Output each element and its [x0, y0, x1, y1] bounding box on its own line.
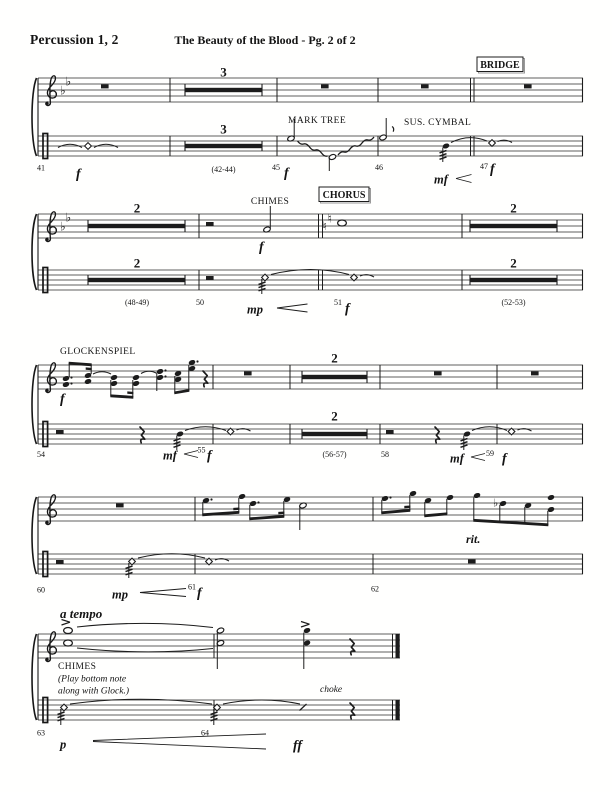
- svg-text:45: 45: [272, 163, 280, 172]
- final-barline: [396, 700, 400, 720]
- whole-rest: [244, 371, 252, 375]
- svg-text:47: 47: [480, 162, 488, 171]
- label-a-tempo: a tempo: [60, 606, 103, 621]
- svg-text:(48-49): (48-49): [125, 298, 149, 307]
- whole-rest: [421, 84, 429, 88]
- treble-clef-icon: [46, 76, 57, 106]
- multirest-number: 2: [331, 350, 338, 366]
- part-name: Percussion 1, 2: [30, 32, 119, 47]
- crescendo-hairpin: [93, 734, 266, 749]
- final-barline: [396, 634, 400, 658]
- svg-text:62: 62: [371, 584, 379, 594]
- svg-text:51: 51: [334, 298, 342, 307]
- key-flat-icon: ♭: [60, 83, 66, 98]
- svg-text:64: 64: [201, 728, 209, 738]
- dynamic-f: f: [345, 301, 350, 317]
- svg-text:63: 63: [37, 728, 45, 738]
- cymbal-roll: [174, 427, 251, 450]
- chimes-instruction-line2: along with Glock.): [58, 686, 129, 697]
- treble-clef-icon: [46, 212, 57, 242]
- dynamic-p: p: [60, 737, 67, 752]
- rehearsal-chorus: CHORUS: [322, 189, 366, 201]
- chimes-instruction-line1: (Play bottom note: [58, 674, 127, 685]
- measure-numbers: [37, 446, 494, 460]
- measure-numbers: [125, 298, 526, 307]
- whole-rest: [116, 503, 124, 507]
- dynamic-f: f: [60, 392, 65, 407]
- multirest-number: 2: [331, 408, 338, 424]
- key-flat-icon: ♭: [65, 74, 72, 89]
- svg-text:41: 41: [37, 163, 45, 173]
- label-glockenspiel: GLOCKENSPIEL: [60, 347, 136, 357]
- svg-text:(56-57): (56-57): [322, 450, 347, 459]
- svg-text:61: 61: [188, 582, 196, 592]
- whole-rest: [321, 84, 329, 88]
- svg-text:50: 50: [196, 298, 204, 307]
- crescendo-hairpin: [456, 175, 472, 183]
- dynamic-f: f: [490, 162, 495, 177]
- chimes-melody: [202, 490, 555, 530]
- page-title: The Beauty of the Blood - Pg. 2 of 2: [174, 33, 356, 47]
- multirest-number: 3: [220, 64, 227, 80]
- measure-numbers: [37, 583, 379, 595]
- chimes-whole-notes: [62, 620, 214, 652]
- svg-text:(52-53): (52-53): [501, 298, 526, 307]
- svg-text:55: 55: [197, 445, 206, 455]
- dynamic-f: f: [197, 586, 202, 601]
- system-4: [32, 490, 583, 601]
- whole-rest: [468, 559, 476, 563]
- crescendo-hairpin: [140, 589, 186, 597]
- breath-mark-icon: [392, 127, 394, 132]
- key-flat-icon: ♭: [60, 219, 66, 234]
- multirest-number: 2: [133, 200, 141, 216]
- whole-rest: [524, 84, 532, 88]
- label-sus-cymbal: SUS. CYMBAL: [404, 118, 472, 128]
- half-rest: [386, 430, 394, 434]
- multirest-number: 2: [510, 200, 517, 216]
- system-bracket: [32, 497, 37, 574]
- treble-clef-icon: [46, 363, 57, 393]
- label-chimes: CHIMES: [250, 197, 290, 207]
- dynamic-mf: mf: [163, 448, 177, 463]
- svg-text:58: 58: [381, 450, 389, 459]
- accent-icon: [301, 622, 310, 628]
- system-3: [32, 347, 583, 467]
- half-rest: [56, 430, 64, 434]
- staff-lines: [38, 497, 583, 574]
- whole-note: [338, 220, 347, 226]
- multirest-number: 2: [510, 255, 517, 271]
- dynamic-f: f: [76, 167, 81, 182]
- label-choke: choke: [320, 685, 343, 695]
- natural-icon: ♮: [327, 211, 332, 226]
- dynamic-f: f: [284, 166, 289, 181]
- cymbal-roll: [58, 699, 355, 725]
- treble-clef-icon: [46, 632, 57, 662]
- dynamic-mf: mf: [434, 172, 448, 187]
- half-rest: [56, 560, 64, 564]
- key-flat-icon: ♭: [65, 210, 72, 225]
- dynamic-f: f: [207, 448, 212, 464]
- dynamic-f: f: [502, 451, 507, 467]
- crescendo-hairpin: [471, 454, 485, 461]
- dynamic-ff: ff: [293, 738, 303, 754]
- measure-numbers: [37, 162, 488, 174]
- multirest-number: 3: [220, 121, 227, 137]
- label-rit: rit.: [466, 532, 481, 546]
- half-rest: [206, 222, 214, 226]
- svg-text:60: 60: [37, 585, 45, 595]
- svg-text:59: 59: [486, 449, 494, 458]
- crescendo-hairpin: [277, 304, 308, 312]
- system-bracket: [32, 78, 37, 156]
- svg-text:54: 54: [37, 450, 45, 459]
- natural-icon: ♮: [322, 219, 327, 233]
- svg-text:46: 46: [375, 163, 383, 172]
- system-5: [32, 606, 400, 754]
- system-bracket: [32, 365, 37, 444]
- cymbal-roll: [461, 427, 532, 450]
- whole-rest: [434, 371, 442, 375]
- half-rest: [206, 276, 214, 280]
- flat-icon: ♭: [493, 496, 499, 510]
- system-1: [32, 57, 583, 187]
- multirest-number: 2: [133, 255, 141, 271]
- dynamic-mf: mf: [450, 451, 464, 466]
- dynamic-mp: mp: [112, 587, 128, 602]
- dynamic-mp: mp: [247, 302, 263, 317]
- label-chimes: CHIMES: [58, 662, 97, 672]
- treble-clef-icon: [46, 495, 57, 525]
- measure-numbers: [37, 729, 209, 738]
- barlines: [214, 634, 400, 720]
- svg-text:(42-44): (42-44): [211, 165, 236, 174]
- system-bracket: [32, 634, 37, 720]
- label-mark-tree: MARK TREE: [288, 116, 347, 126]
- system-bracket: [32, 214, 37, 290]
- chimes-half-and-quarter: [216, 622, 354, 670]
- whole-rest: [531, 371, 539, 375]
- whole-rest: [101, 84, 109, 88]
- crescendo-hairpin: [184, 451, 198, 458]
- dynamic-f: f: [259, 240, 264, 255]
- system-2: [32, 187, 583, 317]
- chimes-note: [263, 206, 271, 233]
- rehearsal-bridge: BRIDGE: [480, 59, 520, 71]
